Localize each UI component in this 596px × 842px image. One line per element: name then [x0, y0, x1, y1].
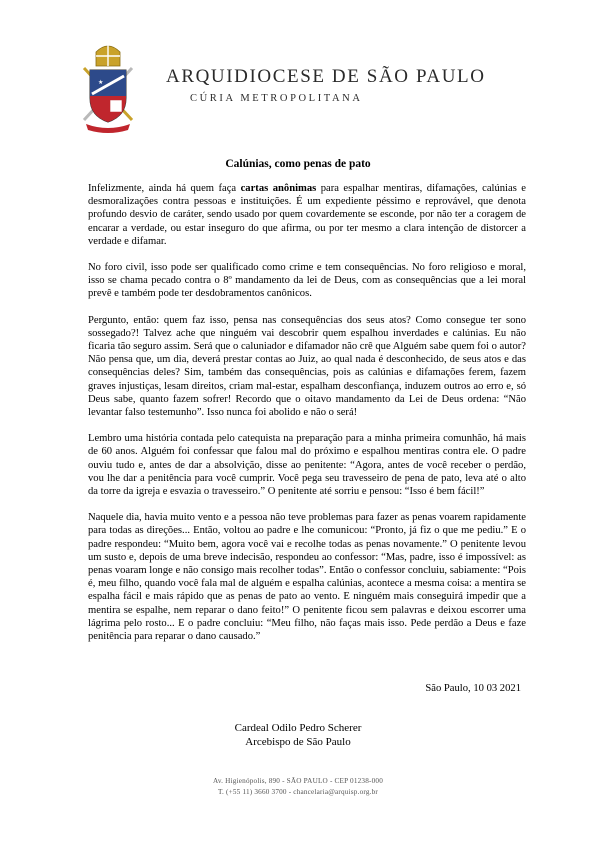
document-title: Calúnias, como penas de pato — [225, 158, 371, 170]
coat-of-arms-logo — [72, 40, 144, 135]
paragraph-text: Lembro uma história contada pelo catequista na preparação para a minha primeira comunhão, há mais de 60 anos. Alguém foi confessar que falou mal do próximo e espalhou mentiras contra ele. O padre ouviu tudo e, antes de dar a absolvição, disse ao penitente: “Agora, antes de você receber o perdão, vou lhe dar a penitência para você cumprir. Você pega seu travesseiro de pena de pato, leva até o alto da torre da igreja e esvazia o travesseiro.” O penitente até sorriu e pensou: “Isso é bem fácil!” — [88, 433, 526, 498]
svg-text:★: ★ — [98, 79, 104, 86]
org-name: ARQUIDIOCESE DE SÃO PAULO — [166, 66, 486, 87]
paragraph-text: No foro civil, isso pode ser qualificado como crime e tem consequências. No foro religioso e moral, isso se chama pecado contra o 8º mandamento da lei de Deus, com as consequências que a lei moral prevê e também pode ter desdobramentos canônicos. — [88, 262, 526, 300]
body-paragraph — [88, 182, 526, 248]
signature-block — [0, 721, 596, 749]
paragraph-text: Infelizmente, ainda há quem faça — [88, 183, 241, 194]
footer — [0, 776, 596, 798]
body-paragraph — [88, 511, 526, 643]
body-paragraph — [88, 432, 526, 498]
signatory-name: Cardeal Odilo Pedro Scherer — [234, 722, 362, 734]
signatory-role: Arcebispo de São Paulo — [245, 736, 351, 748]
letterhead — [72, 40, 552, 135]
paragraph-text: para espalhar mentiras, difamações, calúnias e desmoralizações contra pessoas e instituições. É um expediente péssimo e reprovável, que denota profundo desvio de caráter, sendo usado por quem covardemente se esconde, por não ter a coragem de encarar a verdade, ou estar inseguro do que afirma, ou por ter mesmo a clara intenção de distorcer a verdade e difamar. — [88, 183, 526, 247]
footer-contact: T. (+55 11) 3660 3700 - chancelaria@arquisp.org.br — [217, 788, 379, 796]
org-subtitle: CÚRIA METROPOLITANA — [190, 93, 363, 104]
document-body — [88, 182, 526, 643]
body-paragraph — [88, 261, 526, 301]
paragraph-text: Naquele dia, havia muito vento e a pessoa não teve problemas para fazer as penas voarem rapidamente para todas as direções... Então, voltou ao padre e lhe comunicou: “Pronto, já fiz o que me pediu.” E o padre respondeu: “Muito bem, agora você vai e recolhe todas as penas novamente.” O penitente levou um susto e, depois de uma breve indecisão, respondeu ao confessor: “Mas, padre, isso é impossível: as penas voaram longe e não consigo mais recolher todas”. Então o confessor concluiu, sabiamente: “Pois é, meu filho, quando você fala mal de alguém e espalha calúnias, acontece a mesma coisa: a mentira se espalha fácil e mais rápido que as penas de pato ao vento. E ninguém mais conseguirá impedir que a mentira se espalhe, nem reparar o dano feito!” O penitente ficou sem palavras e deixou escorrer uma lágrima pelo rosto... E o padre concluiu: “Meu filho, não faças mais isso. Pede perdão a Deus e faze penitência para reparar o dano causado.” — [88, 512, 526, 643]
document-date: São Paulo, 10 03 2021 — [425, 683, 521, 694]
bold-phrase: cartas anônimas — [240, 183, 317, 194]
body-paragraph — [88, 314, 526, 420]
paragraph-text: Pergunto, então: quem faz isso, pensa nas consequências dos seus atos? Como consegue ter sono sossegado?! Talvez ache que ninguém vai descobrir quem espalhou inverdades e calúnias. Eu não ficaria tão seguro assim. Será que o caluniador e difamador não crê que Alguém sabe quem foi o autor? Não pensa que, um dia, deverá prestar contas ao Juiz, ao qual nada é desconhecido, de seus atos e das consequências deles? Sim, também das consequências, pois as calúnias e difamações ferem, fazem graves injustiças, lesam direitos, criam mal-estar, espalham desconfiança, induzem outros ao erro e, só Deus sabe, quanto fazem sofrer! Recordo que o oitavo mandamento da Lei de Deus ordena: “Não levantar falso testemunho”. Isso nunca foi abolido e não o será! — [88, 314, 527, 419]
footer-address: Av. Higienópolis, 890 - SÃO PAULO - CEP 01238-000 — [213, 777, 383, 785]
